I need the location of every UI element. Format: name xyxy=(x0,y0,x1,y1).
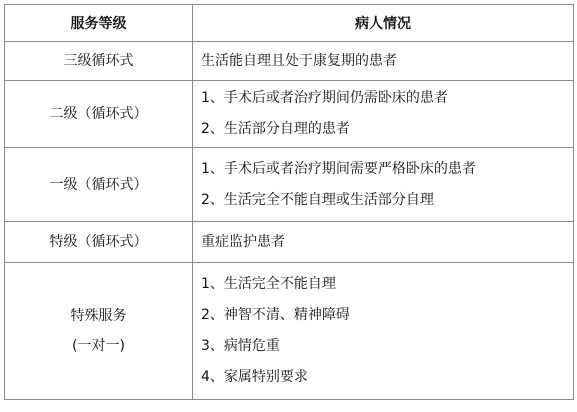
table-row xyxy=(5,81,574,148)
level-cell xyxy=(5,148,193,222)
level-cell xyxy=(5,263,193,400)
level-label: 三级循环式 xyxy=(63,53,134,69)
table-header-row xyxy=(5,5,574,42)
level-label: 二级（循环式） xyxy=(49,106,148,122)
condition-line: 1、生活完全不能自理 xyxy=(201,276,336,292)
condition-cell xyxy=(193,148,574,222)
level-label: 特殊服务 xyxy=(70,308,127,324)
condition-line: 1、手术后或者治疗期间仍需卧床的患者 xyxy=(201,90,448,106)
level-label: 特级（循环式） xyxy=(49,234,148,250)
condition-line: 3、病情危重 xyxy=(201,338,280,354)
header-patient-condition: 病人情况 xyxy=(193,5,574,42)
condition-line: 重症监护患者 xyxy=(201,233,285,250)
condition-cell xyxy=(193,42,574,81)
condition-line: 2、生活部分自理的患者 xyxy=(201,121,350,137)
level-label: 一级（循环式） xyxy=(49,176,148,193)
header-service-level: 服务等级 xyxy=(5,5,193,42)
condition-line: 2、生活完全不能自理或生活部分自理 xyxy=(201,191,434,208)
condition-line: 1、手术后或者治疗期间需要严格卧床的患者 xyxy=(201,160,476,177)
condition-line: 生活能自理且处于康复期的患者 xyxy=(201,52,397,69)
table-row xyxy=(5,222,574,263)
condition-cell xyxy=(193,81,574,148)
level-cell xyxy=(5,42,193,81)
table-row xyxy=(5,42,574,81)
condition-line: 2、神智不清、精神障碍 xyxy=(201,307,350,323)
condition-cell xyxy=(193,263,574,400)
condition-line: 4、家属特别要求 xyxy=(201,369,308,385)
level-cell xyxy=(5,81,193,148)
level-sublabel: (一对一) xyxy=(72,338,125,354)
condition-cell xyxy=(193,222,574,263)
table-row xyxy=(5,263,574,400)
table-row xyxy=(5,148,574,222)
service-level-table xyxy=(4,4,574,400)
level-cell xyxy=(5,222,193,263)
